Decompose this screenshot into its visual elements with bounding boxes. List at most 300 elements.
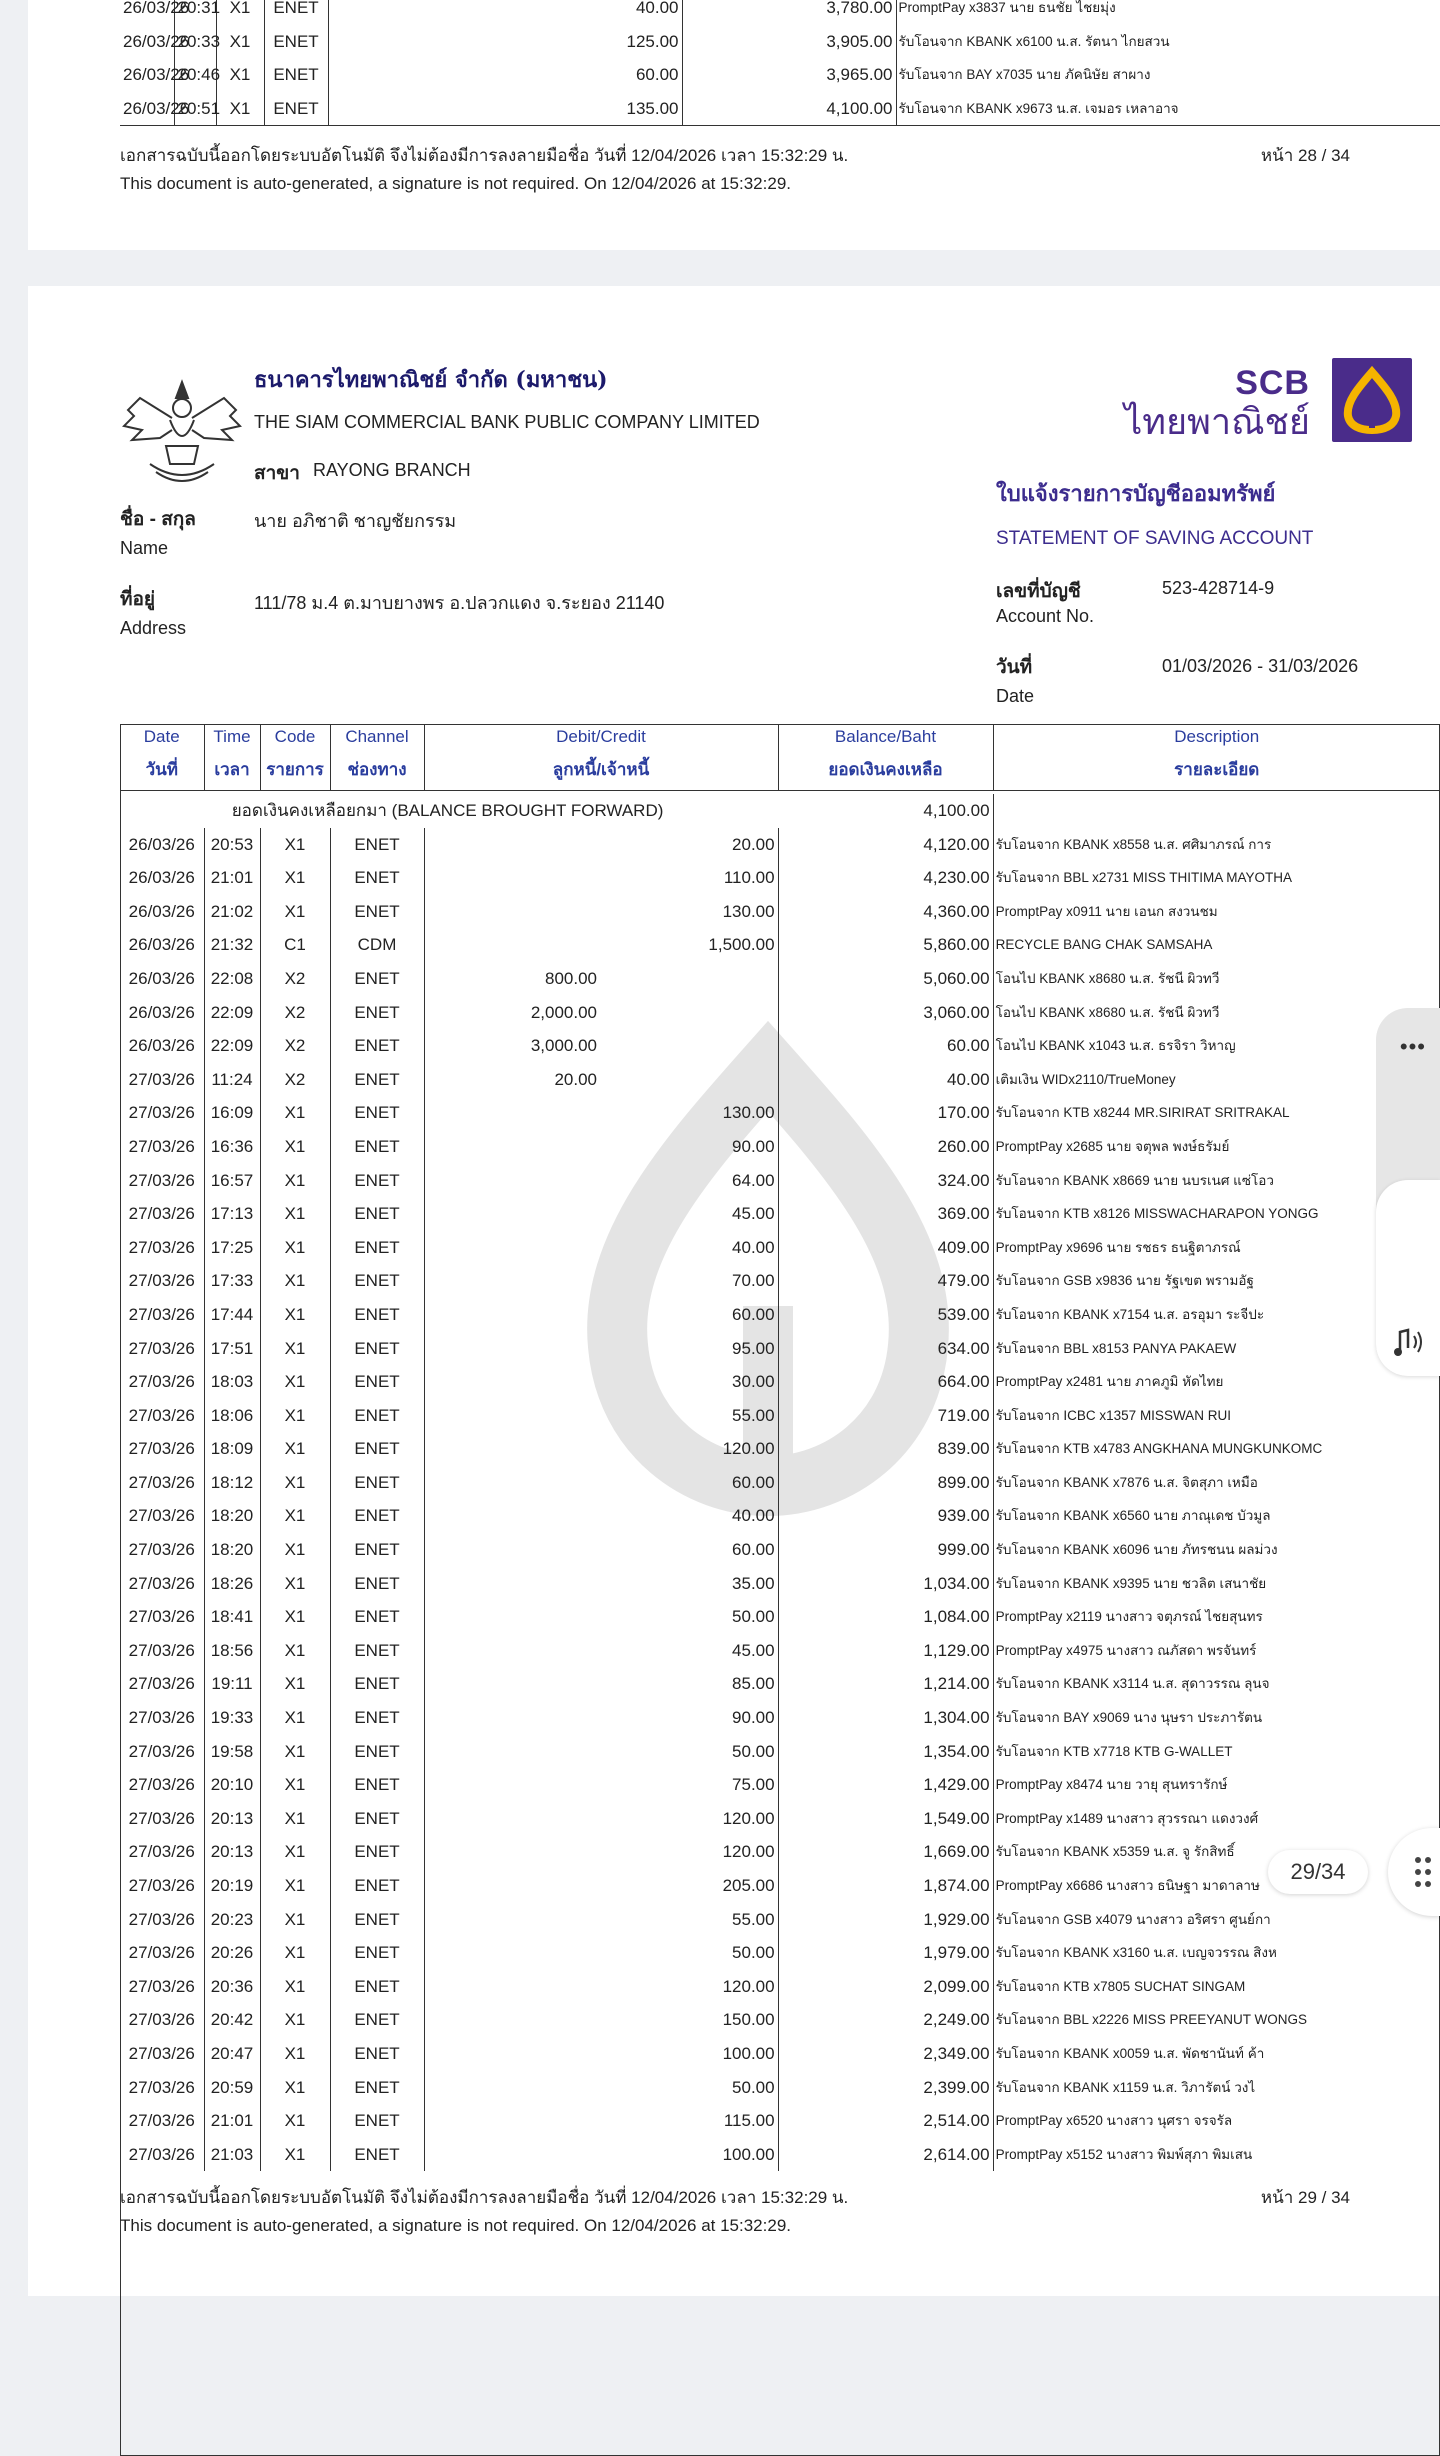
cell-balance: 719.00 — [778, 1399, 993, 1433]
cell-desc: โอนไป KBANK x8680 น.ส. รัชนี ผิวทวี — [993, 996, 1440, 1030]
cell-time: 17:13 — [204, 1197, 260, 1231]
cell-desc: รับโอนจาก KBANK x9673 น.ส. เจมอร เหลาอาจ — [896, 92, 1440, 126]
cell-date: 27/03/26 — [128, 2043, 195, 2063]
cell-debit — [424, 1499, 600, 1533]
cell-credit: 30.00 — [732, 1372, 775, 1392]
table-header — [120, 724, 1440, 790]
cell-channel: ENET — [330, 1970, 424, 2004]
cell-credit: 64.00 — [732, 1170, 775, 1190]
table-row — [120, 1936, 1440, 1970]
cell-date: 27/03/26 — [128, 1741, 195, 1761]
col-time-en: Time — [204, 724, 260, 750]
cell-code: X1 — [260, 1634, 330, 1668]
cell-channel: ENET — [330, 2071, 424, 2105]
col-debitcredit-en: Debit/Credit — [424, 724, 778, 750]
cell-balance: 1,979.00 — [778, 1936, 993, 1970]
cell-channel: ENET — [330, 1499, 424, 1533]
cell-time: 21:01 — [204, 2104, 260, 2138]
cell-balance: 324.00 — [778, 1164, 993, 1198]
cell-desc: รับโอนจาก KBANK x6096 นาย ภัทรชนน ผลม่วง — [993, 1533, 1440, 1567]
cell-balance: 1,214.00 — [778, 1667, 993, 1701]
cell-debit — [424, 1332, 600, 1366]
cell-time: 17:25 — [204, 1231, 260, 1265]
page-indicator[interactable]: 29/34 — [1268, 1850, 1368, 1894]
cell-balance: 2,399.00 — [778, 2071, 993, 2105]
cell-debit — [424, 1432, 600, 1466]
cell-credit: 130.00 — [722, 1103, 775, 1123]
cell-time: 20:46 — [174, 58, 216, 92]
cell-debit — [424, 895, 600, 929]
cell-date: 27/03/26 — [128, 1573, 195, 1593]
cell-desc: โอนไป KBANK x8680 น.ส. รัชนี ผิวทวี — [993, 962, 1440, 996]
cell-debit — [424, 2138, 600, 2172]
cell-credit: 75.00 — [732, 1775, 775, 1795]
cell-debit — [328, 92, 504, 126]
date-label-en: Date — [996, 686, 1035, 706]
cell-debit — [424, 2104, 600, 2138]
cell-balance: 5,860.00 — [778, 928, 993, 962]
cell-time: 20:33 — [174, 25, 216, 59]
cell-code: X1 — [260, 1802, 330, 1836]
cell-balance: 3,780.00 — [682, 0, 896, 25]
cell-debit — [328, 25, 504, 59]
table-row — [120, 1970, 1440, 2004]
table-row — [120, 1096, 1440, 1130]
cell-time: 18:26 — [204, 1567, 260, 1601]
cell-date: 27/03/26 — [128, 1237, 195, 1257]
cell-code: X1 — [260, 2071, 330, 2105]
cell-date: 26/03/26 — [128, 834, 195, 854]
cell-code: X1 — [260, 895, 330, 929]
cell-date: 27/03/26 — [128, 1876, 195, 1895]
cell-balance: 1,929.00 — [778, 1903, 993, 1937]
cell-code: X1 — [260, 1970, 330, 2004]
cell-date: 27/03/26 — [128, 1640, 195, 1660]
cell-debit — [424, 1634, 600, 1668]
cell-credit: 100.00 — [722, 2144, 775, 2164]
cell-channel: ENET — [330, 1399, 424, 1433]
cell-debit — [424, 1970, 600, 2004]
cell-code: X1 — [260, 1197, 330, 1231]
page-number: หน้า 29 / 34 — [1260, 2188, 1350, 2207]
cell-channel: ENET — [330, 1164, 424, 1198]
cell-channel: ENET — [330, 1802, 424, 1836]
cell-desc: รับโอนจาก BBL x2731 MISS THITIMA MAYOTHA — [993, 861, 1440, 895]
cell-channel: ENET — [330, 1264, 424, 1298]
scb-logo-en: SCB — [1235, 364, 1310, 402]
bank-name-en: THE SIAM COMMERCIAL BANK PUBLIC COMPANY LIMITED — [254, 412, 760, 432]
cell-channel: ENET — [264, 92, 328, 126]
cell-date: 27/03/26 — [128, 1170, 195, 1190]
cell-time: 18:09 — [204, 1432, 260, 1466]
cell-channel: ENET — [330, 2138, 424, 2172]
cell-balance: 999.00 — [778, 1533, 993, 1567]
cell-code: X2 — [260, 1029, 330, 1063]
table-row — [120, 2003, 1440, 2037]
cell-debit — [424, 928, 600, 962]
cell-balance: 4,360.00 — [778, 895, 993, 929]
cell-balance: 40.00 — [778, 1063, 993, 1097]
cell-code: C1 — [260, 928, 330, 962]
cell-balance: 899.00 — [778, 1466, 993, 1500]
cell-debit — [328, 58, 504, 92]
header-divider — [120, 790, 1440, 791]
cell-channel: ENET — [330, 2104, 424, 2138]
cell-time: 16:57 — [204, 1164, 260, 1198]
cell-desc: รับโอนจาก KTB x7805 SUCHAT SINGAM — [993, 1970, 1440, 2004]
cell-time: 18:41 — [204, 1600, 260, 1634]
table-row — [120, 861, 1440, 895]
cell-debit — [424, 1835, 600, 1869]
table-row — [120, 1365, 1440, 1399]
cell-date: 27/03/26 — [128, 1540, 195, 1560]
cell-desc: PromptPay x8474 นาย วายุ สุนทรารักษ์ — [993, 1768, 1440, 1802]
cell-date: 26/03/26 — [128, 935, 195, 955]
cell-time: 20:53 — [204, 828, 260, 862]
cell-code: X1 — [260, 1096, 330, 1130]
cell-debit — [424, 1197, 600, 1231]
cell-code: X1 — [260, 861, 330, 895]
cell-code: X1 — [260, 1264, 330, 1298]
cell-date: 26/03/26 — [123, 98, 190, 118]
cell-time: 18:03 — [204, 1365, 260, 1399]
cell-credit: 55.00 — [732, 1909, 775, 1929]
table-row — [120, 1735, 1440, 1769]
cell-debit — [424, 2003, 600, 2037]
cell-credit: 60.00 — [635, 65, 679, 85]
table-row — [120, 1499, 1440, 1533]
cell-channel: ENET — [330, 1432, 424, 1466]
cell-desc: รับโอนจาก KTB x4783 ANGKHANA MUNGKUNKOMC — [993, 1432, 1440, 1466]
cell-time: 18:20 — [204, 1533, 260, 1567]
cell-code: X1 — [260, 1432, 330, 1466]
cell-credit — [600, 1063, 778, 1097]
cell-date: 27/03/26 — [128, 1808, 195, 1828]
cell-code: X1 — [260, 2104, 330, 2138]
cell-desc: รับโอนจาก KBANK x8558 น.ส. ศศิมาภรณ์ การ — [993, 828, 1440, 862]
cell-code: X1 — [216, 0, 264, 25]
cell-channel: ENET — [330, 1600, 424, 1634]
cell-date: 26/03/26 — [128, 1036, 195, 1056]
cell-desc: รับโอนจาก KTB x8244 MR.SIRIRAT SRITRAKAL — [993, 1096, 1440, 1130]
cell-balance: 1,354.00 — [778, 1735, 993, 1769]
table-row — [120, 1130, 1440, 1164]
cell-time: 21:32 — [204, 928, 260, 962]
cell-code: X1 — [260, 2037, 330, 2071]
cell-credit: 85.00 — [732, 1674, 775, 1694]
cell-desc: รับโอนจาก KBANK x9395 นาย ชวลิต เสนาชัย — [993, 1567, 1440, 1601]
branch-label: สาขา — [254, 463, 300, 484]
table-row — [120, 1197, 1440, 1231]
cell-credit — [600, 1029, 778, 1063]
statement-page-29 — [28, 286, 1440, 2296]
cell-date: 27/03/26 — [128, 1405, 195, 1425]
balance-forward-row — [120, 794, 1440, 828]
table-row — [120, 1701, 1440, 1735]
header-row-en — [120, 724, 1440, 750]
table-row — [120, 1533, 1440, 1567]
cell-desc: รับโอนจาก ICBC x1357 MISSWAN RUI — [993, 1399, 1440, 1433]
col-channel-en: Channel — [330, 724, 424, 750]
cell-code: X1 — [260, 1567, 330, 1601]
table-row — [120, 1600, 1440, 1634]
cell-debit — [328, 0, 504, 25]
cell-date: 27/03/26 — [128, 1472, 195, 1492]
cell-time: 17:51 — [204, 1332, 260, 1366]
cell-code: X1 — [216, 92, 264, 126]
cell-date: 27/03/26 — [128, 1976, 195, 1996]
cell-code: X1 — [260, 1130, 330, 1164]
cell-balance: 3,965.00 — [682, 58, 896, 92]
cell-balance: 479.00 — [778, 1264, 993, 1298]
cell-debit — [424, 1298, 600, 1332]
cell-balance: 260.00 — [778, 1130, 993, 1164]
cell-time: 18:06 — [204, 1399, 260, 1433]
table-row — [120, 1332, 1440, 1366]
cell-code: X2 — [260, 996, 330, 1030]
cell-credit: 40.00 — [635, 0, 679, 17]
cell-debit — [424, 2037, 600, 2071]
table-row — [120, 1399, 1440, 1433]
col-balance-en: Balance/Baht — [778, 724, 993, 750]
cell-credit: 130.00 — [722, 901, 775, 921]
cell-channel: ENET — [330, 2037, 424, 2071]
cell-desc: รับโอนจาก KTB x8126 MISSWACHARAPON YONGG — [993, 1197, 1440, 1231]
cell-balance: 4,230.00 — [778, 861, 993, 895]
cell-time: 22:09 — [204, 1029, 260, 1063]
cell-desc: รับโอนจาก KBANK x1159 น.ส. วิภารัตน์ วงไ — [993, 2071, 1440, 2105]
cell-credit: 120.00 — [722, 1808, 775, 1828]
cell-code: X1 — [260, 1768, 330, 1802]
cell-code: X1 — [260, 1903, 330, 1937]
scb-logo-th: ไทยพาณิชย์ — [1124, 401, 1310, 442]
cell-channel: ENET — [330, 996, 424, 1030]
cell-desc: รับโอนจาก GSB x9836 นาย รัฐเขต พรามอัฐ — [993, 1264, 1440, 1298]
cell-code: X1 — [260, 1231, 330, 1265]
cell-credit: 35.00 — [732, 1573, 775, 1593]
cell-date: 27/03/26 — [128, 1909, 195, 1929]
cell-desc: PromptPay x2685 นาย จตุพล พงษ์ธรัมย์ — [993, 1130, 1440, 1164]
cell-code: X1 — [260, 1600, 330, 1634]
cell-time: 16:09 — [204, 1096, 260, 1130]
cell-debit — [424, 1130, 600, 1164]
cell-date: 27/03/26 — [128, 1271, 195, 1291]
cell-debit — [424, 1096, 600, 1130]
address-value: 111/78 ม.4 ต.มาบยางพร อ.ปลวกแดง จ.ระยอง 21140 — [254, 593, 665, 613]
table-row — [120, 1029, 1440, 1063]
cell-time: 20:23 — [204, 1903, 260, 1937]
audio-read-icon[interactable] — [1390, 1322, 1430, 1362]
cell-date: 27/03/26 — [128, 1439, 195, 1459]
footer-th: เอกสารฉบับนี้ออกโดยระบบอัตโนมัติ จึงไม่ต้องมีการลงลายมือชื่อ วันที่ 12/04/2026 เวลา 15:32:29 น. — [120, 146, 849, 165]
name-label-th: ชื่อ - สกุล — [120, 509, 196, 530]
cell-date: 27/03/26 — [128, 1338, 195, 1358]
cell-credit: 150.00 — [722, 2010, 775, 2030]
table-row — [120, 1264, 1440, 1298]
cell-debit — [424, 1466, 600, 1500]
cell-code: X1 — [216, 25, 264, 59]
table-row — [120, 92, 1440, 126]
cell-debit: 2,000.00 — [424, 996, 600, 1030]
cell-code: X1 — [260, 1298, 330, 1332]
cell-time: 19:11 — [204, 1667, 260, 1701]
cell-code: X1 — [260, 1399, 330, 1433]
cell-credit: 45.00 — [732, 1204, 775, 1224]
cell-time: 21:02 — [204, 895, 260, 929]
table-row — [120, 1164, 1440, 1198]
table-row — [120, 0, 1440, 25]
cell-debit — [424, 861, 600, 895]
cell-credit: 50.00 — [732, 2077, 775, 2097]
table-row — [120, 1231, 1440, 1265]
table-row — [120, 1667, 1440, 1701]
cell-debit: 3,000.00 — [424, 1029, 600, 1063]
cell-channel: ENET — [330, 1533, 424, 1567]
cell-balance: 1,129.00 — [778, 1634, 993, 1668]
cell-time: 20:10 — [204, 1768, 260, 1802]
cell-code: X1 — [260, 1936, 330, 1970]
cell-channel: ENET — [330, 1298, 424, 1332]
cell-code: X1 — [260, 1499, 330, 1533]
cell-date: 26/03/26 — [128, 901, 195, 921]
garuda-emblem-icon — [120, 368, 244, 490]
cell-time: 20:59 — [204, 2071, 260, 2105]
cell-balance: 1,429.00 — [778, 1768, 993, 1802]
cell-balance: 634.00 — [778, 1332, 993, 1366]
cell-desc: รับโอนจาก KBANK x8669 นาย นบรเนศ แซ่โอว — [993, 1164, 1440, 1198]
table-row — [120, 58, 1440, 92]
scb-bodhi-leaf-icon — [1332, 358, 1412, 442]
cell-date: 27/03/26 — [128, 1842, 195, 1862]
cell-channel: ENET — [330, 1667, 424, 1701]
table-row — [120, 1432, 1440, 1466]
table-row — [120, 2138, 1440, 2172]
cell-channel: ENET — [330, 1768, 424, 1802]
cell-code: X1 — [260, 1869, 330, 1903]
table-row — [120, 895, 1440, 929]
cell-channel: ENET — [330, 1936, 424, 1970]
cell-code: X1 — [260, 1466, 330, 1500]
cell-date: 27/03/26 — [128, 1304, 195, 1324]
cell-time: 21:03 — [204, 2138, 260, 2172]
cell-balance: 409.00 — [778, 1231, 993, 1265]
col-date-th: วันที่ — [145, 760, 178, 779]
cell-date: 27/03/26 — [128, 1204, 195, 1224]
cell-time: 20:26 — [204, 1936, 260, 1970]
cell-desc: รับโอนจาก KBANK x5359 น.ส. จู รักสิทธิ์ — [993, 1835, 1440, 1869]
cell-balance: 664.00 — [778, 1365, 993, 1399]
cell-debit: 800.00 — [424, 962, 600, 996]
cell-time: 19:33 — [204, 1701, 260, 1735]
cell-code: X1 — [260, 1701, 330, 1735]
cell-channel: ENET — [330, 1835, 424, 1869]
cell-time: 22:08 — [204, 962, 260, 996]
cell-balance: 1,084.00 — [778, 1600, 993, 1634]
cell-channel: ENET — [330, 1231, 424, 1265]
cell-channel: ENET — [330, 895, 424, 929]
cell-credit: 50.00 — [732, 1943, 775, 1963]
transaction-table-prev — [120, 0, 1440, 126]
cell-time: 18:12 — [204, 1466, 260, 1500]
table-row — [120, 1567, 1440, 1601]
cell-credit: 60.00 — [732, 1540, 775, 1560]
cell-balance: 2,514.00 — [778, 2104, 993, 2138]
cell-debit: 20.00 — [424, 1063, 600, 1097]
cell-time: 20:31 — [174, 0, 216, 25]
balance-forward-label: ยอดเงินคงเหลือยกมา (BALANCE BROUGHT FORWARD) — [231, 801, 664, 820]
cell-channel: ENET — [330, 1332, 424, 1366]
table-row — [120, 2071, 1440, 2105]
cell-debit — [424, 1567, 600, 1601]
cell-desc: เติมเงิน WIDx2110/TrueMoney — [993, 1063, 1440, 1097]
drag-grip-icon[interactable] — [1388, 1828, 1440, 1916]
cell-credit: 50.00 — [732, 1741, 775, 1761]
more-horizontal-icon[interactable]: ••• — [1399, 1034, 1426, 1059]
cell-debit — [424, 1600, 600, 1634]
cell-date: 27/03/26 — [128, 1708, 195, 1728]
cell-balance: 170.00 — [778, 1096, 993, 1130]
table-row — [120, 2104, 1440, 2138]
cell-time: 21:01 — [204, 861, 260, 895]
cell-credit: 40.00 — [732, 1237, 775, 1257]
table-row — [120, 1835, 1440, 1869]
cell-date: 27/03/26 — [128, 1103, 195, 1123]
transaction-table — [120, 794, 1440, 2171]
col-time-th: เวลา — [204, 750, 260, 790]
footer-en: This document is auto-generated, a signature is not required. On 12/04/2026 at 15:32:29. — [120, 174, 791, 193]
cell-desc: รับโอนจาก BAY x7035 นาย ภัคนิษัย สาผาง — [896, 58, 1440, 92]
bank-name-th: ธนาคารไทยพาณิชย์ จำกัด (มหาชน) — [254, 367, 608, 393]
cell-debit — [424, 1667, 600, 1701]
cell-debit — [424, 1533, 600, 1567]
cell-date: 26/03/26 — [123, 31, 190, 51]
cell-desc: PromptPay x9696 นาย รชธร ธนฐิตาภรณ์ — [993, 1231, 1440, 1265]
cell-desc: PromptPay x1489 นางสาว สุวรรณา แดงวงศ์ — [993, 1802, 1440, 1836]
cell-credit: 90.00 — [732, 1136, 775, 1156]
cell-debit — [424, 1768, 600, 1802]
cell-date: 27/03/26 — [128, 1674, 195, 1694]
header-row-th — [120, 750, 1440, 790]
table-row — [120, 25, 1440, 59]
cell-balance: 4,100.00 — [682, 92, 896, 126]
footer-en: This document is auto-generated, a signature is not required. On 12/04/2026 at 15:32:29. — [120, 2216, 791, 2235]
cell-desc: รับโอนจาก KBANK x6560 นาย ภาณุเดช บัวมูล — [993, 1499, 1440, 1533]
cell-code: X1 — [260, 828, 330, 862]
scb-logo-text — [1124, 364, 1310, 442]
cell-balance: 939.00 — [778, 1499, 993, 1533]
table-row — [120, 1466, 1440, 1500]
cell-desc: PromptPay x6520 นางสาว นุศรา จรจรัล — [993, 2104, 1440, 2138]
cell-code: X1 — [260, 1533, 330, 1567]
cell-desc: PromptPay x5152 นางสาว พิมพ์สุภา พิมเสน — [993, 2138, 1440, 2172]
table-row — [120, 996, 1440, 1030]
address-label-en: Address — [120, 618, 187, 638]
cell-debit — [424, 1231, 600, 1265]
cell-desc: รับโอนจาก KBANK x7154 น.ส. อรอุมา ระจีปะ — [993, 1298, 1440, 1332]
col-code-en: Code — [260, 724, 330, 750]
cell-desc: รับโอนจาก BBL x8153 PANYA PAKAEW — [993, 1332, 1440, 1366]
table-row — [120, 1869, 1440, 1903]
cell-time: 18:56 — [204, 1634, 260, 1668]
cell-time: 20:42 — [204, 2003, 260, 2037]
cell-date: 27/03/26 — [128, 1607, 195, 1627]
cell-credit: 115.00 — [723, 2111, 775, 2131]
cell-channel: ENET — [330, 828, 424, 862]
cell-channel: ENET — [330, 1197, 424, 1231]
cell-date: 27/03/26 — [128, 2111, 195, 2131]
cell-code: X1 — [260, 1164, 330, 1198]
cell-channel: ENET — [330, 2003, 424, 2037]
